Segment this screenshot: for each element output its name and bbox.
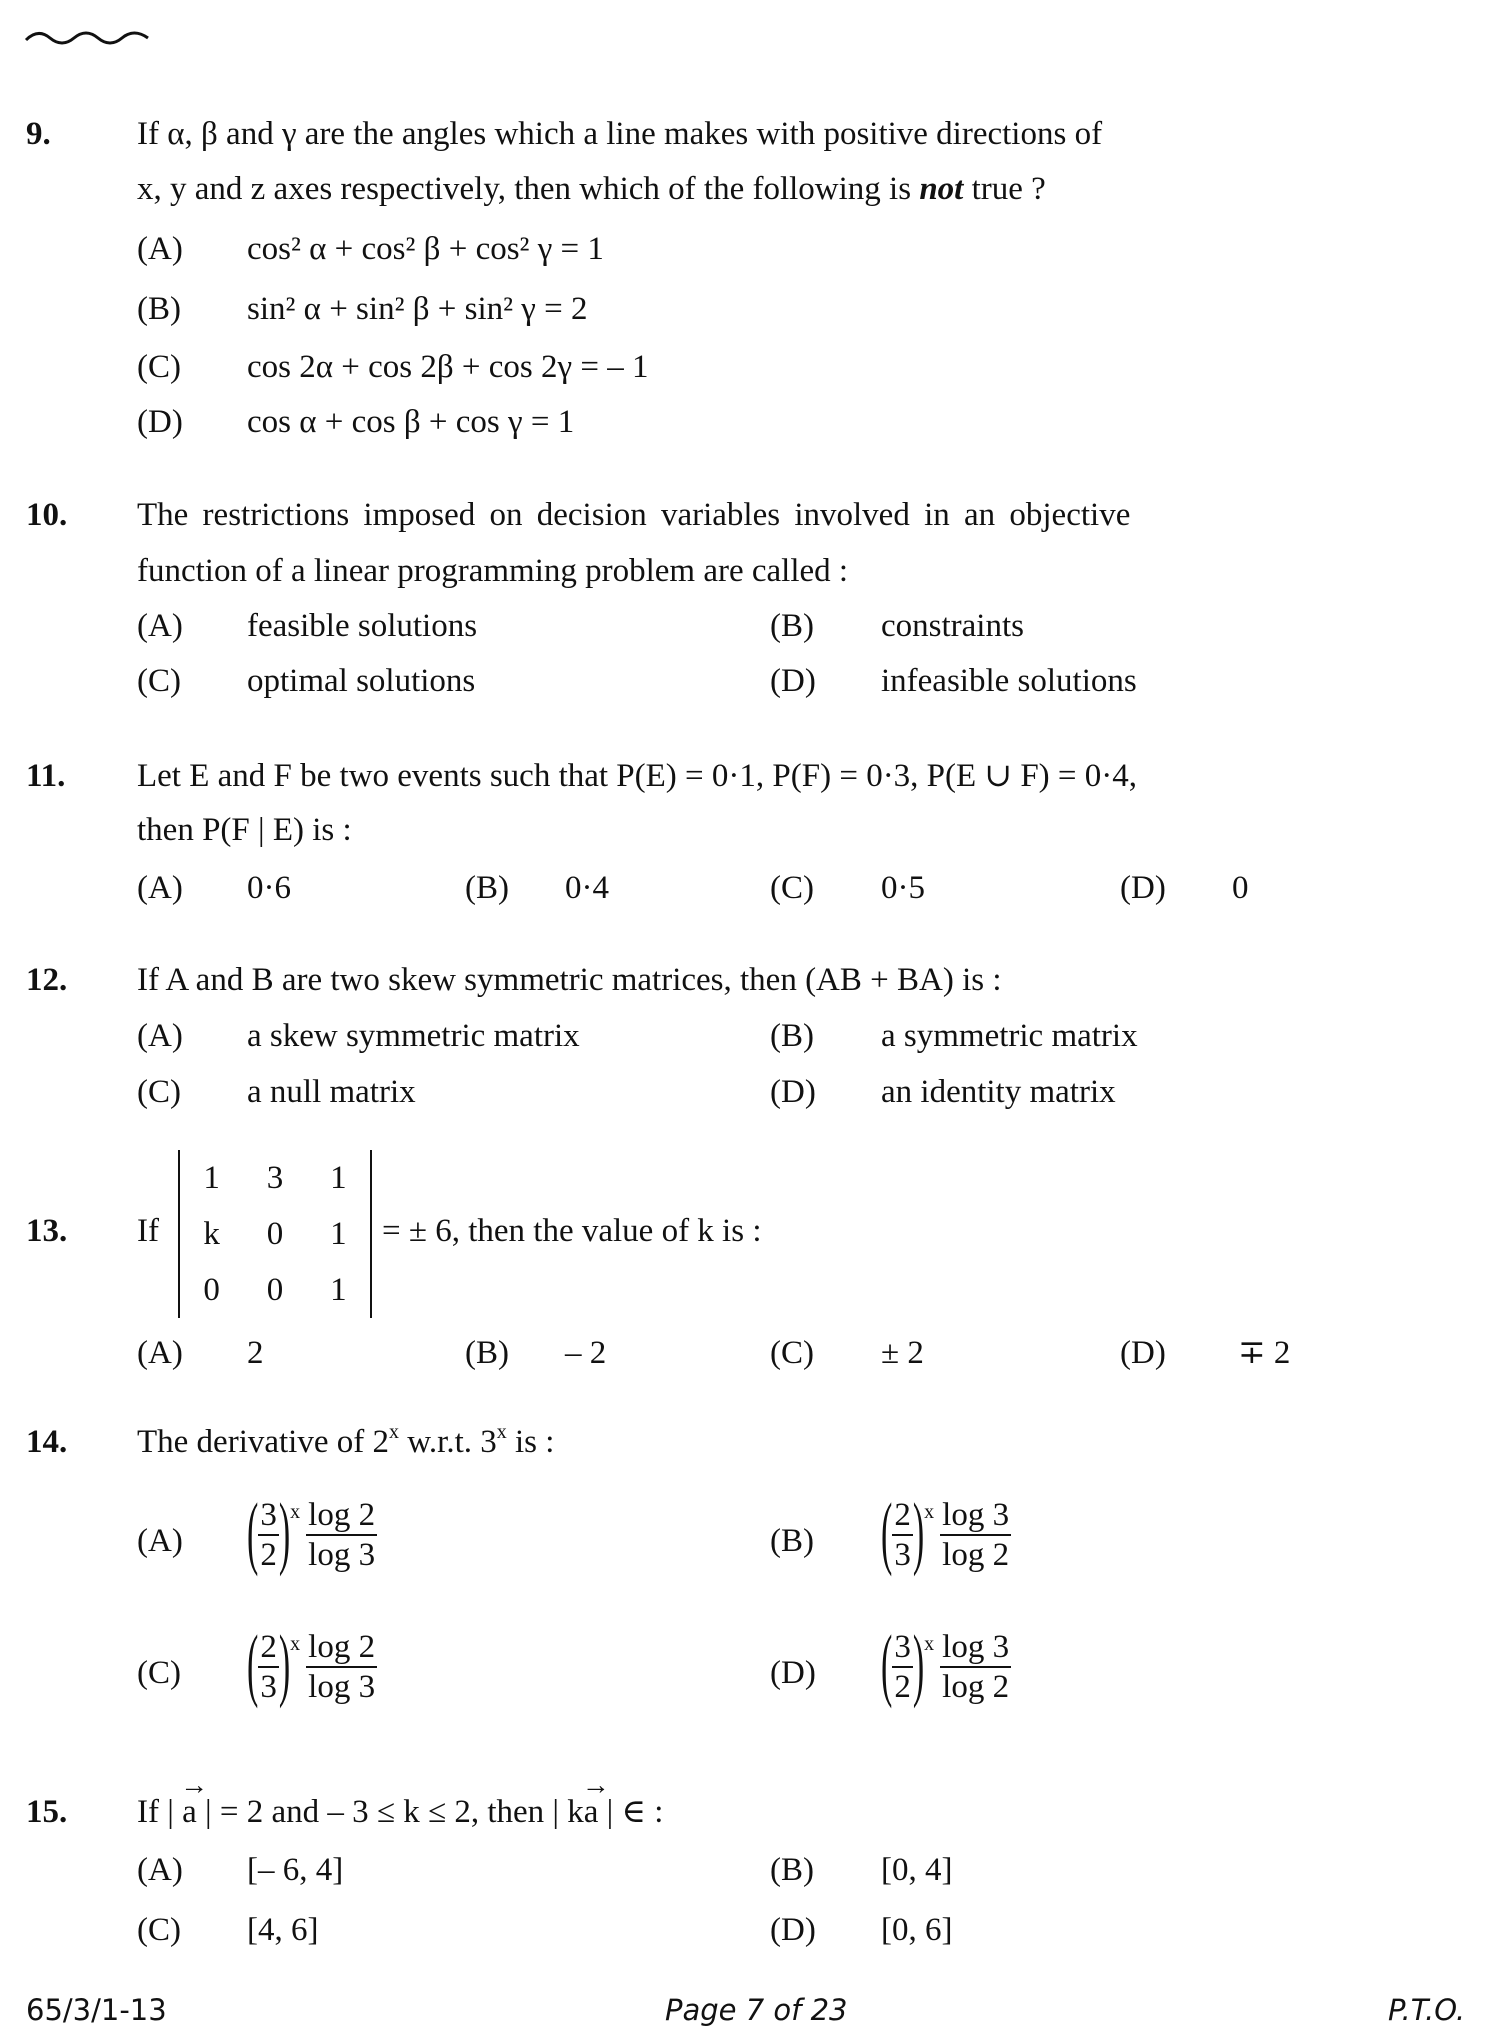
option-expression	[247, 1489, 377, 1579]
matrix-cell: 1	[330, 1215, 347, 1252]
option-label: (A)	[137, 1523, 183, 1559]
numerator: log 2	[306, 1496, 377, 1536]
stem-part: is :	[506, 1424, 555, 1460]
option-text: feasible solutions	[247, 608, 478, 644]
option-text: cos 2α + cos 2β + cos 2γ = – 1	[247, 349, 649, 385]
denominator: 2	[894, 1669, 911, 1705]
question-text: function of a linear programming problem are called :	[137, 553, 849, 589]
superscript: x	[388, 1421, 399, 1443]
question-text: x, y and z axes respectively, then which of the following is	[137, 171, 912, 207]
stem-part: If |	[137, 1794, 183, 1830]
option-label: (B)	[770, 1852, 814, 1888]
question-text: = ± 6, then the value of k is :	[382, 1213, 762, 1249]
option-label: (C)	[137, 1912, 181, 1948]
question-text-line	[137, 169, 1046, 209]
option-text: 0·6	[247, 870, 291, 906]
option-label: (D)	[770, 1912, 816, 1948]
page-number: Page 7 of 23	[665, 1993, 848, 2027]
question-text: If α, β and γ are the angles which a line makes with positive directions of	[137, 116, 1103, 152]
base-fraction	[258, 1628, 279, 1706]
numerator: 3	[892, 1628, 913, 1668]
numerator: 2	[892, 1496, 913, 1536]
option-label: (A)	[137, 608, 183, 644]
question-text	[137, 1770, 664, 1832]
matrix-cell: 0	[203, 1271, 220, 1308]
option-text: ∓ 2	[1238, 1335, 1291, 1371]
option-expression	[881, 1621, 1011, 1711]
denominator: 3	[894, 1537, 911, 1573]
question-text-tail: true ?	[971, 171, 1046, 207]
option-text: [4, 6]	[247, 1912, 319, 1948]
option-label: (C)	[137, 349, 181, 385]
option-expression	[881, 1489, 1011, 1579]
base-fraction	[892, 1628, 913, 1706]
option-text: [0, 4]	[881, 1852, 953, 1888]
matrix-cell: k	[203, 1215, 220, 1252]
option-label: (C)	[770, 870, 814, 906]
base-fraction	[258, 1496, 279, 1574]
stem-part: The derivative of 2	[137, 1424, 389, 1460]
option-label: (A)	[137, 870, 183, 906]
base-fraction	[892, 1496, 913, 1574]
log-fraction	[940, 1496, 1011, 1574]
question-text	[137, 1422, 554, 1462]
denominator: log 3	[308, 1537, 376, 1573]
option-label: (A)	[137, 1018, 183, 1054]
option-text: – 2	[565, 1335, 607, 1371]
question-prefix: If	[137, 1213, 159, 1249]
option-text: [0, 6]	[881, 1912, 953, 1948]
option-text: a null matrix	[247, 1074, 416, 1110]
question-number: 9.	[26, 116, 51, 152]
log-fraction	[306, 1496, 377, 1574]
option-label: (D)	[1120, 1335, 1166, 1371]
question-text: then P(F | E) is :	[137, 812, 352, 848]
option-text: constraints	[881, 608, 1024, 644]
option-text: sin² α + sin² β + sin² γ = 2	[247, 291, 588, 327]
matrix-cell: 0	[266, 1215, 284, 1252]
vector-symbol: a	[182, 1794, 197, 1830]
numerator: 3	[258, 1496, 279, 1536]
stem-part: | = 2 and – 3 ≤ k ≤ 2, then | k	[196, 1794, 584, 1830]
denominator: log 2	[942, 1537, 1010, 1573]
option-text: 0	[1232, 870, 1249, 906]
question-number: 12.	[26, 962, 68, 998]
option-text: a skew symmetric matrix	[247, 1018, 580, 1054]
option-label: (D)	[770, 1655, 816, 1691]
option-label: (C)	[770, 1335, 814, 1371]
superscript: x	[496, 1421, 507, 1443]
question-number: 10.	[26, 497, 68, 533]
option-text: cos α + cos β + cos γ = 1	[247, 404, 575, 440]
exponent: x	[924, 1633, 935, 1655]
matrix-cell: 1	[330, 1271, 347, 1308]
right-paren: )	[912, 1489, 925, 1579]
right-paren: )	[278, 1621, 291, 1711]
right-paren: )	[278, 1489, 291, 1579]
vector-symbol: a	[583, 1794, 599, 1830]
option-label: (C)	[137, 663, 181, 699]
vector-arrow-icon: →	[581, 1770, 610, 1801]
denominator: log 2	[942, 1669, 1010, 1705]
question-number: 15.	[26, 1794, 68, 1830]
matrix-cell: 3	[266, 1159, 284, 1196]
log-fraction	[306, 1628, 377, 1706]
matrix-cell: 1	[330, 1159, 347, 1196]
option-label: (B)	[770, 1018, 814, 1054]
denominator: 2	[260, 1537, 277, 1573]
option-text: a symmetric matrix	[881, 1018, 1138, 1054]
vector-arrow-icon: →	[180, 1770, 209, 1801]
numerator: log 2	[306, 1628, 377, 1668]
option-label: (A)	[137, 1335, 183, 1371]
option-label: (B)	[465, 1335, 509, 1371]
question-number: 14.	[26, 1424, 68, 1460]
question-text: If A and B are two skew symmetric matrices, then (AB + BA) is :	[137, 962, 1002, 998]
option-label: (A)	[137, 1852, 183, 1888]
option-label: (B)	[465, 870, 509, 906]
option-label: (D)	[1120, 870, 1166, 906]
please-turn-over: P.T.O.	[1388, 1993, 1466, 2027]
squiggle-mark	[24, 26, 154, 50]
vector-a	[180, 1770, 209, 1832]
stem-part: w.r.t. 3	[398, 1424, 497, 1460]
option-label: (B)	[137, 291, 181, 327]
numerator: log 3	[940, 1496, 1011, 1536]
question-text: Let E and F be two events such that P(E) = 0·1, P(F) = 0·3, P(E ∪ F) = 0·4,	[137, 758, 1138, 794]
exponent: x	[290, 1501, 301, 1523]
option-label: (D)	[770, 1074, 816, 1110]
option-label: (B)	[770, 608, 814, 644]
matrix-cell: 0	[266, 1271, 284, 1308]
option-label: (C)	[137, 1655, 181, 1691]
option-expression	[247, 1621, 377, 1711]
option-label: (D)	[770, 663, 816, 699]
option-text: [– 6, 4]	[247, 1852, 344, 1888]
vector-a	[581, 1770, 610, 1832]
matrix-cell: 1	[203, 1159, 220, 1196]
exponent: x	[290, 1633, 301, 1655]
numerator: log 3	[940, 1628, 1011, 1668]
question-number: 13.	[26, 1213, 68, 1249]
option-text: 0·4	[565, 870, 609, 906]
left-paren: (	[247, 1489, 259, 1579]
left-paren: (	[881, 1621, 893, 1711]
stem-part: | ∈ :	[598, 1794, 664, 1830]
question-number: 11.	[26, 758, 66, 794]
log-fraction	[940, 1628, 1011, 1706]
option-text: optimal solutions	[247, 663, 476, 699]
denominator: log 3	[308, 1669, 376, 1705]
option-text: ± 2	[881, 1335, 924, 1371]
option-label: (D)	[137, 404, 183, 440]
denominator: 3	[260, 1669, 277, 1705]
exponent: x	[924, 1501, 935, 1523]
left-paren: (	[881, 1489, 893, 1579]
option-text: 2	[247, 1335, 264, 1371]
numerator: 2	[258, 1628, 279, 1668]
option-label: (C)	[137, 1074, 181, 1110]
option-text: infeasible solutions	[881, 663, 1137, 699]
determinant	[178, 1150, 372, 1318]
option-text: cos² α + cos² β + cos² γ = 1	[247, 231, 604, 267]
paper-code: 65/3/1-13	[26, 1993, 167, 2027]
option-label: (A)	[137, 231, 183, 267]
option-text: an identity matrix	[881, 1074, 1116, 1110]
question-text: The restrictions imposed on decision variables involved in an objective	[137, 497, 1131, 533]
left-paren: (	[247, 1621, 259, 1711]
emphasis-text: not	[919, 171, 964, 207]
option-label: (B)	[770, 1523, 814, 1559]
option-text: 0·5	[881, 870, 925, 906]
right-paren: )	[912, 1621, 925, 1711]
